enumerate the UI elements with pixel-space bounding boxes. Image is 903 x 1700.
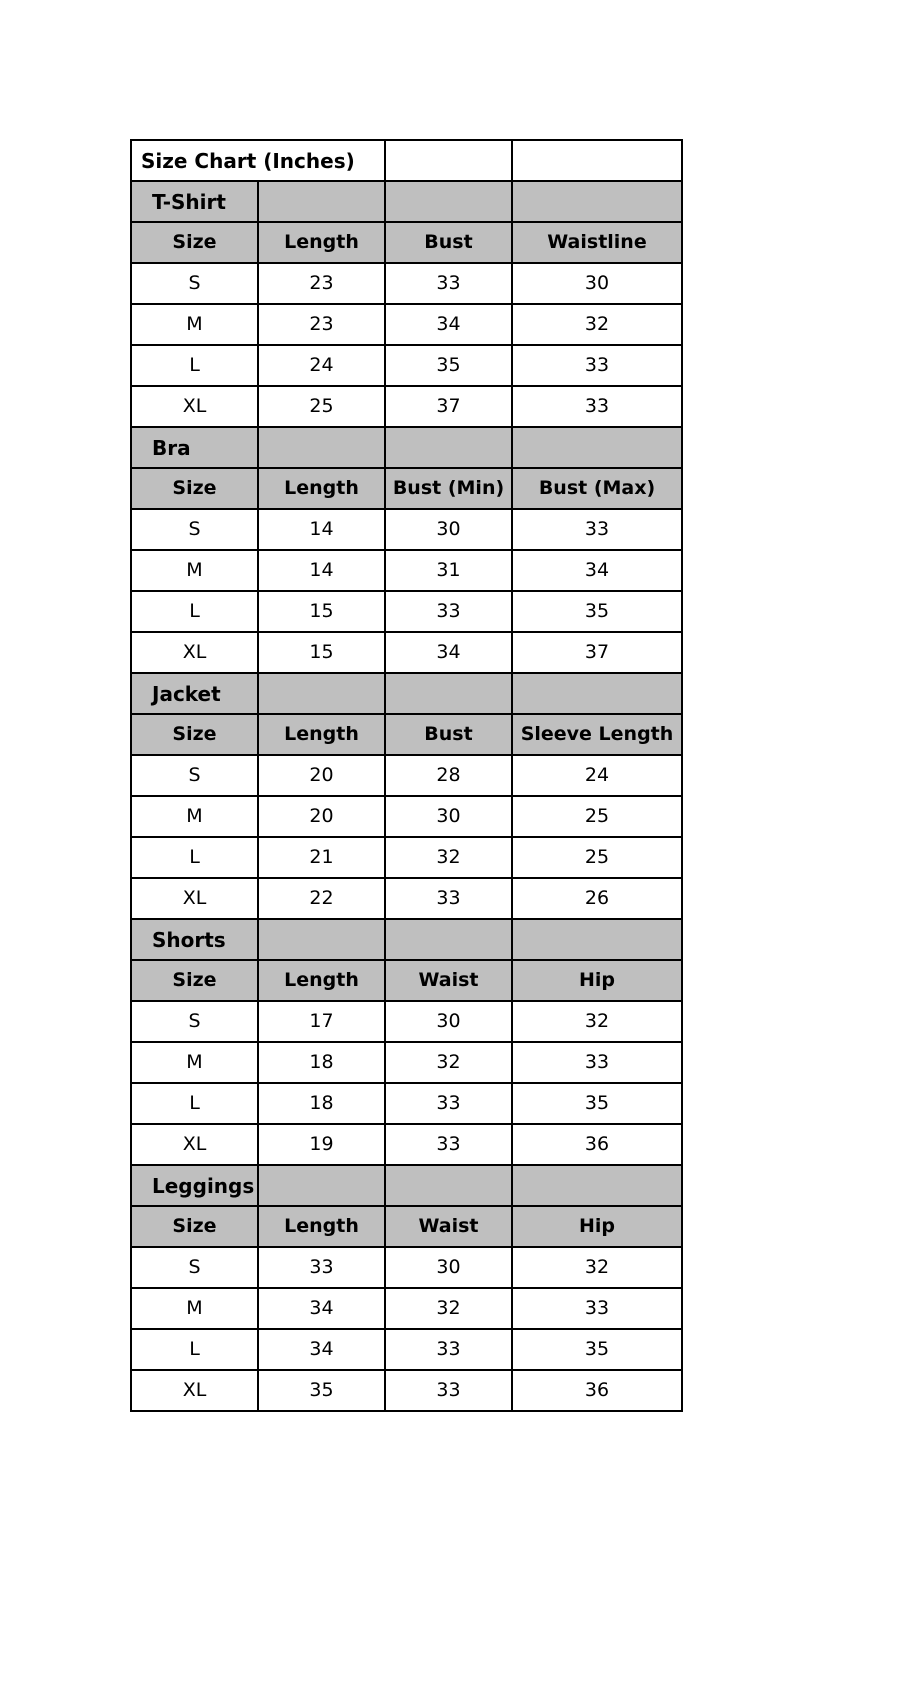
table-title-row	[131, 140, 682, 181]
empty-cell	[258, 1165, 385, 1206]
table-row	[131, 1001, 682, 1042]
table-row	[131, 386, 682, 427]
measurement-cell: 32	[512, 1247, 682, 1288]
measurement-cell: 18	[258, 1083, 385, 1124]
section-label: Jacket	[131, 673, 258, 714]
size-cell: XL	[131, 1124, 258, 1165]
size-chart-table	[130, 139, 683, 1412]
column-header: Size	[131, 960, 258, 1001]
column-header: Size	[131, 1206, 258, 1247]
size-cell: L	[131, 837, 258, 878]
measurement-cell: 35	[512, 1083, 682, 1124]
measurement-cell: 30	[385, 796, 512, 837]
size-cell: S	[131, 1001, 258, 1042]
size-cell: M	[131, 304, 258, 345]
measurement-cell: 35	[512, 1329, 682, 1370]
size-cell: L	[131, 1329, 258, 1370]
size-cell: L	[131, 345, 258, 386]
size-cell: XL	[131, 386, 258, 427]
measurement-cell: 17	[258, 1001, 385, 1042]
column-header-row	[131, 222, 682, 263]
measurement-cell: 33	[512, 509, 682, 550]
size-cell: M	[131, 1042, 258, 1083]
measurement-cell: 37	[512, 632, 682, 673]
column-header-row	[131, 468, 682, 509]
measurement-cell: 33	[512, 345, 682, 386]
empty-cell	[258, 427, 385, 468]
size-cell: S	[131, 509, 258, 550]
column-header: Bust (Max)	[512, 468, 682, 509]
column-header: Length	[258, 1206, 385, 1247]
section-row	[131, 181, 682, 222]
measurement-cell: 34	[385, 304, 512, 345]
table-row	[131, 1247, 682, 1288]
measurement-cell: 24	[258, 345, 385, 386]
column-header-row	[131, 714, 682, 755]
measurement-cell: 33	[512, 1042, 682, 1083]
table-row	[131, 304, 682, 345]
measurement-cell: 18	[258, 1042, 385, 1083]
measurement-cell: 34	[385, 632, 512, 673]
measurement-cell: 30	[512, 263, 682, 304]
column-header: Bust	[385, 222, 512, 263]
measurement-cell: 33	[385, 591, 512, 632]
measurement-cell: 23	[258, 263, 385, 304]
column-header: Length	[258, 222, 385, 263]
table-row	[131, 837, 682, 878]
measurement-cell: 20	[258, 755, 385, 796]
section-row	[131, 919, 682, 960]
table-row	[131, 1288, 682, 1329]
table-row	[131, 509, 682, 550]
empty-cell	[258, 181, 385, 222]
measurement-cell: 30	[385, 1001, 512, 1042]
empty-cell	[512, 140, 682, 181]
empty-cell	[385, 1165, 512, 1206]
column-header: Size	[131, 468, 258, 509]
table-row	[131, 878, 682, 919]
table-row	[131, 632, 682, 673]
measurement-cell: 25	[512, 837, 682, 878]
section-label: Leggings	[131, 1165, 258, 1206]
section-row	[131, 427, 682, 468]
empty-cell	[385, 673, 512, 714]
page-title: Size Chart (Inches)	[131, 140, 385, 181]
table-row	[131, 263, 682, 304]
measurement-cell: 33	[512, 386, 682, 427]
empty-cell	[512, 673, 682, 714]
measurement-cell: 30	[385, 1247, 512, 1288]
column-header: Hip	[512, 1206, 682, 1247]
table-row	[131, 1042, 682, 1083]
measurement-cell: 32	[512, 304, 682, 345]
column-header-row	[131, 960, 682, 1001]
table-row	[131, 1370, 682, 1411]
measurement-cell: 32	[385, 837, 512, 878]
column-header: Length	[258, 960, 385, 1001]
measurement-cell: 35	[385, 345, 512, 386]
measurement-cell: 36	[512, 1124, 682, 1165]
size-cell: L	[131, 1083, 258, 1124]
measurement-cell: 15	[258, 632, 385, 673]
measurement-cell: 15	[258, 591, 385, 632]
table-row	[131, 1124, 682, 1165]
empty-cell	[512, 181, 682, 222]
column-header: Waistline	[512, 222, 682, 263]
column-header: Size	[131, 222, 258, 263]
empty-cell	[385, 140, 512, 181]
measurement-cell: 23	[258, 304, 385, 345]
measurement-cell: 28	[385, 755, 512, 796]
section-label: Shorts	[131, 919, 258, 960]
measurement-cell: 33	[385, 1124, 512, 1165]
measurement-cell: 33	[385, 1370, 512, 1411]
measurement-cell: 14	[258, 550, 385, 591]
size-cell: S	[131, 755, 258, 796]
column-header: Bust	[385, 714, 512, 755]
empty-cell	[512, 1165, 682, 1206]
measurement-cell: 33	[258, 1247, 385, 1288]
measurement-cell: 14	[258, 509, 385, 550]
size-cell: L	[131, 591, 258, 632]
table-row	[131, 345, 682, 386]
column-header: Hip	[512, 960, 682, 1001]
measurement-cell: 37	[385, 386, 512, 427]
size-cell: S	[131, 263, 258, 304]
measurement-cell: 32	[385, 1042, 512, 1083]
measurement-cell: 36	[512, 1370, 682, 1411]
measurement-cell: 24	[512, 755, 682, 796]
empty-cell	[258, 673, 385, 714]
section-label: Bra	[131, 427, 258, 468]
table-row	[131, 591, 682, 632]
measurement-cell: 34	[258, 1329, 385, 1370]
empty-cell	[258, 919, 385, 960]
table-row	[131, 755, 682, 796]
measurement-cell: 26	[512, 878, 682, 919]
size-cell: XL	[131, 632, 258, 673]
measurement-cell: 25	[512, 796, 682, 837]
size-cell: M	[131, 796, 258, 837]
table-row	[131, 796, 682, 837]
measurement-cell: 32	[385, 1288, 512, 1329]
measurement-cell: 35	[258, 1370, 385, 1411]
measurement-cell: 33	[385, 263, 512, 304]
empty-cell	[385, 181, 512, 222]
measurement-cell: 33	[385, 1329, 512, 1370]
measurement-cell: 33	[385, 1083, 512, 1124]
section-label: T-Shirt	[131, 181, 258, 222]
empty-cell	[512, 427, 682, 468]
empty-cell	[512, 919, 682, 960]
measurement-cell: 32	[512, 1001, 682, 1042]
table-row	[131, 1329, 682, 1370]
measurement-cell: 21	[258, 837, 385, 878]
column-header: Sleeve Length	[512, 714, 682, 755]
size-cell: XL	[131, 878, 258, 919]
measurement-cell: 35	[512, 591, 682, 632]
column-header: Waist	[385, 1206, 512, 1247]
size-cell: M	[131, 1288, 258, 1329]
size-cell: S	[131, 1247, 258, 1288]
measurement-cell: 33	[512, 1288, 682, 1329]
measurement-cell: 22	[258, 878, 385, 919]
column-header: Bust (Min)	[385, 468, 512, 509]
empty-cell	[385, 427, 512, 468]
table-row	[131, 1083, 682, 1124]
section-row	[131, 673, 682, 714]
table-row	[131, 550, 682, 591]
measurement-cell: 31	[385, 550, 512, 591]
size-cell: M	[131, 550, 258, 591]
column-header: Length	[258, 714, 385, 755]
measurement-cell: 33	[385, 878, 512, 919]
column-header: Size	[131, 714, 258, 755]
measurement-cell: 34	[512, 550, 682, 591]
measurement-cell: 19	[258, 1124, 385, 1165]
column-header: Length	[258, 468, 385, 509]
column-header-row	[131, 1206, 682, 1247]
size-cell: XL	[131, 1370, 258, 1411]
empty-cell	[385, 919, 512, 960]
measurement-cell: 20	[258, 796, 385, 837]
column-header: Waist	[385, 960, 512, 1001]
size-chart-container	[130, 139, 681, 1412]
section-row	[131, 1165, 682, 1206]
measurement-cell: 30	[385, 509, 512, 550]
measurement-cell: 25	[258, 386, 385, 427]
measurement-cell: 34	[258, 1288, 385, 1329]
